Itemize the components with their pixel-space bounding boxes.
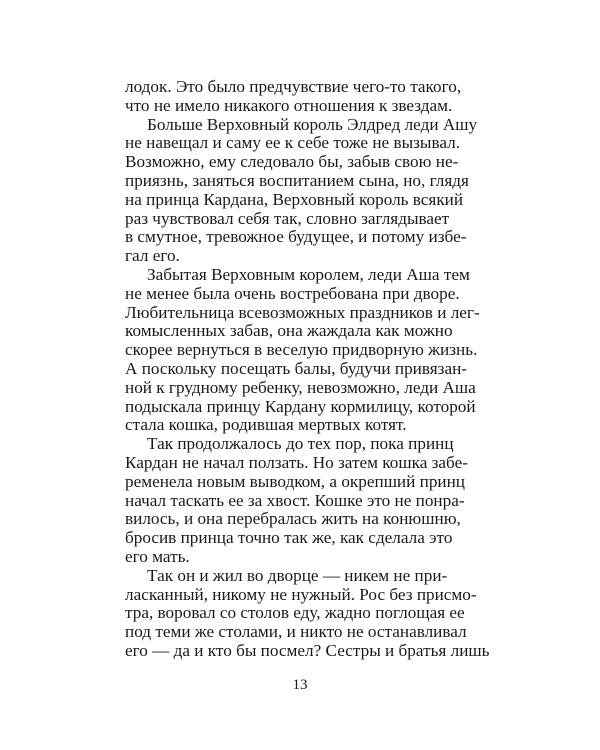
text-line: под теми же столами, и никто не останавливал — [125, 622, 467, 642]
text-line: приязнь, заняться воспитанием сына, но, глядя — [125, 171, 469, 190]
text-line: комысленных забав, она жаждала как можно — [125, 321, 453, 341]
text-line: его мать. — [125, 547, 190, 566]
text-line: что не имело никакого отношения к звездам. — [125, 95, 453, 115]
text-line: Возможно, ему следовало бы, забыв свою не- — [125, 152, 459, 172]
text-line: на принца Кардана, Верховный король всякий — [125, 189, 464, 209]
text-line: начал таскать ее за хвост. Кошке это не понра- — [125, 490, 465, 510]
text-line: ременела новым выводком, а окрепший принц — [125, 471, 466, 491]
text-line: раз чувствовал себя так, словно заглядывает — [125, 208, 450, 228]
text-line: Забытая Верховным королем, леди Аша тем — [147, 265, 470, 284]
text-line: не навещал и саму ее к себе тоже не вызывал. — [125, 133, 461, 153]
text-line: тра, воровал со столов еду, жадно поглощая ее — [125, 603, 465, 623]
text-line: ласканный, никому не нужный. Рос без присмо- — [125, 584, 477, 604]
text-line: скорее вернуться в веселую придворную жизнь. — [125, 340, 478, 360]
text-line: стала кошка, родившая мертвых котят. — [125, 415, 407, 435]
text-line: гал его. — [125, 246, 180, 266]
text-line: Кардан не начал ползать. Но затем кошка забе- — [125, 453, 468, 472]
text-line: А поскольку посещать балы, будучи привязан- — [125, 359, 468, 378]
page-number: 13 — [292, 677, 308, 693]
text-line: лодок. Это было предчувствие чего-то такого, — [125, 77, 462, 96]
text-line: ной к грудному ребенку, невозможно, леди Аша — [125, 377, 476, 397]
text-line: Так он и жил во дворце — никем не при- — [147, 565, 448, 585]
text-line: Любительница всевозможных праздников и лег- — [125, 302, 480, 322]
text-line: подыскала принцу Кардану кормилицу, которой — [125, 396, 476, 416]
text-line: не менее была очень востребована при дворе. — [125, 283, 460, 303]
text-line: Так продолжалось до тех пор, пока принц — [147, 434, 454, 454]
text-line: бросив принца точно так же, как сделала это — [125, 528, 453, 548]
text-line: вилось, и она перебралась жить на конюшню, — [125, 509, 461, 529]
text-line: в смутное, тревожное будущее, и потому избе- — [125, 227, 467, 247]
text-line: Больше Верховный король Элдред леди Ашу — [147, 114, 478, 134]
text-line: его — да и кто бы посмел? Сестры и братья лишь — [125, 641, 490, 660]
